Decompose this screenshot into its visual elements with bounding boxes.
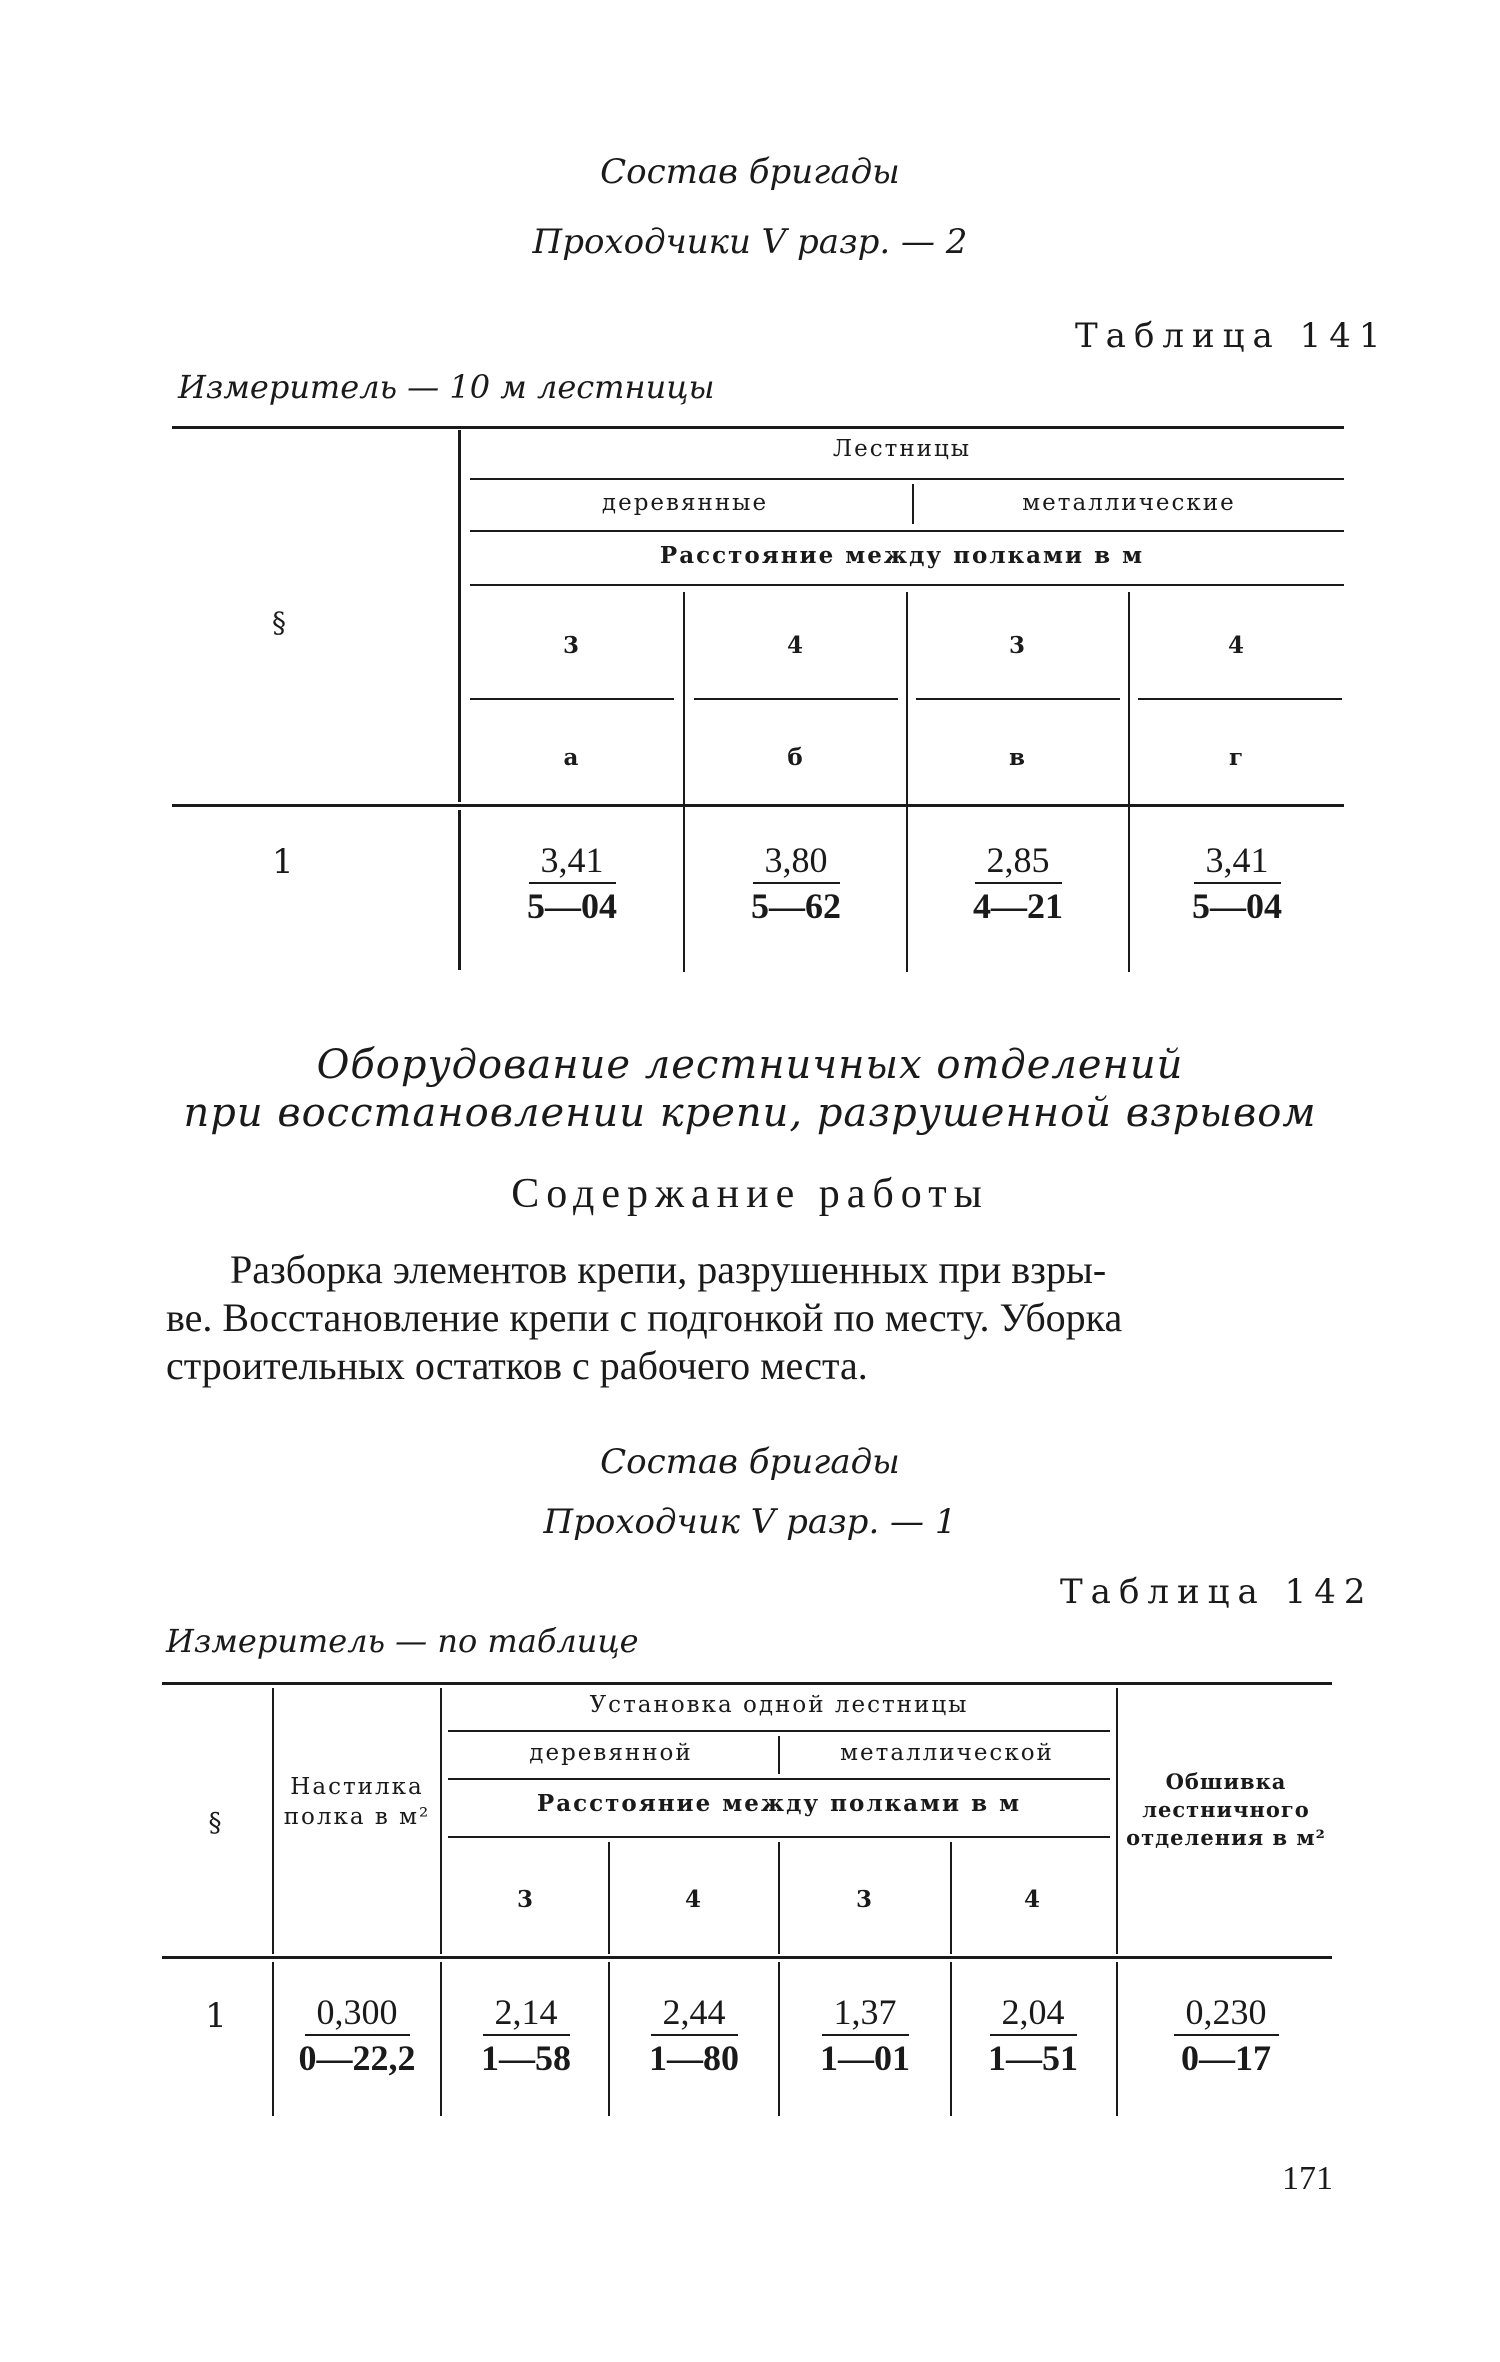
content-line2: ве. Восстановление крепи с подгонкой по месту. Уборка [166, 1295, 1123, 1340]
value-b-top: 3,80 [753, 838, 840, 884]
brigade-member-2: Проходчик V разр. — 1 [543, 1502, 957, 1542]
content-heading: Содержание работы [511, 1171, 989, 1217]
deck-bottom: 0—22,2 [298, 2038, 416, 2078]
install-4-bottom: 1—51 [988, 2038, 1078, 2078]
value-g-top: 3,41 [1194, 838, 1281, 884]
value-v-top: 2,85 [975, 838, 1062, 884]
distance-4: 4 [1227, 632, 1246, 659]
measure-142: Измеритель — по таблице [166, 1622, 639, 1660]
letter-a: а [563, 744, 581, 771]
value-cell-a [462, 838, 682, 928]
section-title-line1: Оборудование лестничных отделений [316, 1042, 1184, 1088]
sub-header-metal-142: металлической [840, 1740, 1054, 1766]
page-number: 171 [1282, 2160, 1333, 2197]
install-2-top: 2,44 [651, 1990, 738, 2036]
col-lining: Обшивка лестничного отделения в м² [1126, 1769, 1326, 1850]
value-cell-b [686, 838, 906, 928]
value-cell-v [908, 838, 1128, 928]
lining-bottom: 0—17 [1181, 2038, 1271, 2078]
install-value-cell-1 [444, 1990, 608, 2080]
install-value-cell-2 [610, 1990, 778, 2080]
letter-v: в [1009, 744, 1027, 771]
group-header-ladders: Лестницы [832, 436, 972, 462]
col-paragraph-142: § [208, 1808, 224, 1838]
group-header-install: Установка одной лестницы [589, 1692, 969, 1718]
install-4-top: 2,04 [990, 1990, 1077, 2036]
measure-141: Измеритель — 10 м лестницы [178, 368, 715, 406]
lining-top: 0,230 [1174, 1990, 1279, 2036]
install-2-bottom: 1—80 [649, 2038, 739, 2078]
lining-value-cell [1120, 1990, 1332, 2080]
deck-top: 0,300 [305, 1990, 410, 2036]
install-3-top: 1,37 [822, 1990, 909, 2036]
value-b-bottom: 5—62 [751, 886, 841, 926]
install-3-bottom: 1—01 [820, 2038, 910, 2078]
brigade-member-1: Проходчики V разр. — 2 [532, 222, 968, 262]
distance-142-1: 3 [516, 1886, 535, 1913]
install-1-bottom: 1—58 [481, 2038, 571, 2078]
col-paragraph: § [272, 606, 288, 639]
distance-header-142: Расстояние между полками в м [536, 1790, 1022, 1817]
value-cell-g [1130, 838, 1344, 928]
distance-142-2: 4 [684, 1886, 703, 1913]
brigade-heading-2: Состав бригады [600, 1442, 900, 1482]
distance-2: 4 [786, 632, 805, 659]
sub-header-wood: деревянные [601, 490, 769, 516]
distance-142-3: 3 [855, 1886, 874, 1913]
value-a-top: 3,41 [529, 838, 616, 884]
deck-value-cell [276, 1990, 438, 2080]
distance-142-4: 4 [1023, 1886, 1042, 1913]
distance-3: 3 [1008, 632, 1027, 659]
content-line3: строительных остатков с рабочего места. [166, 1343, 868, 1388]
section-title-line2: при восстановлении крепи, разрушенной взрывом [183, 1090, 1317, 1136]
row-paragraph-142: 1 [205, 1996, 227, 2036]
value-g-bottom: 5—04 [1192, 886, 1282, 926]
row-paragraph: 1 [272, 842, 294, 882]
table-label-141: Таблица 141 [1075, 316, 1389, 356]
distance-1: 3 [562, 632, 581, 659]
sub-header-wood-142: деревянной [529, 1740, 693, 1766]
letter-b: б [787, 744, 805, 771]
distance-header: Расстояние между полками в м [659, 542, 1145, 569]
install-value-cell-4 [952, 1990, 1114, 2080]
value-v-bottom: 4—21 [973, 886, 1063, 926]
col-deck: Настилка полка в м² [283, 1774, 431, 1830]
sub-header-metal: металлические [1022, 490, 1236, 516]
install-value-cell-3 [780, 1990, 950, 2080]
brigade-heading-1: Состав бригады [600, 152, 900, 192]
install-1-top: 2,14 [483, 1990, 570, 2036]
letter-g: г [1228, 744, 1246, 771]
content-line1: Разборка элементов крепи, разрушенных при взры- [230, 1247, 1107, 1292]
value-a-bottom: 5—04 [527, 886, 617, 926]
table-label-142: Таблица 142 [1060, 1572, 1374, 1612]
